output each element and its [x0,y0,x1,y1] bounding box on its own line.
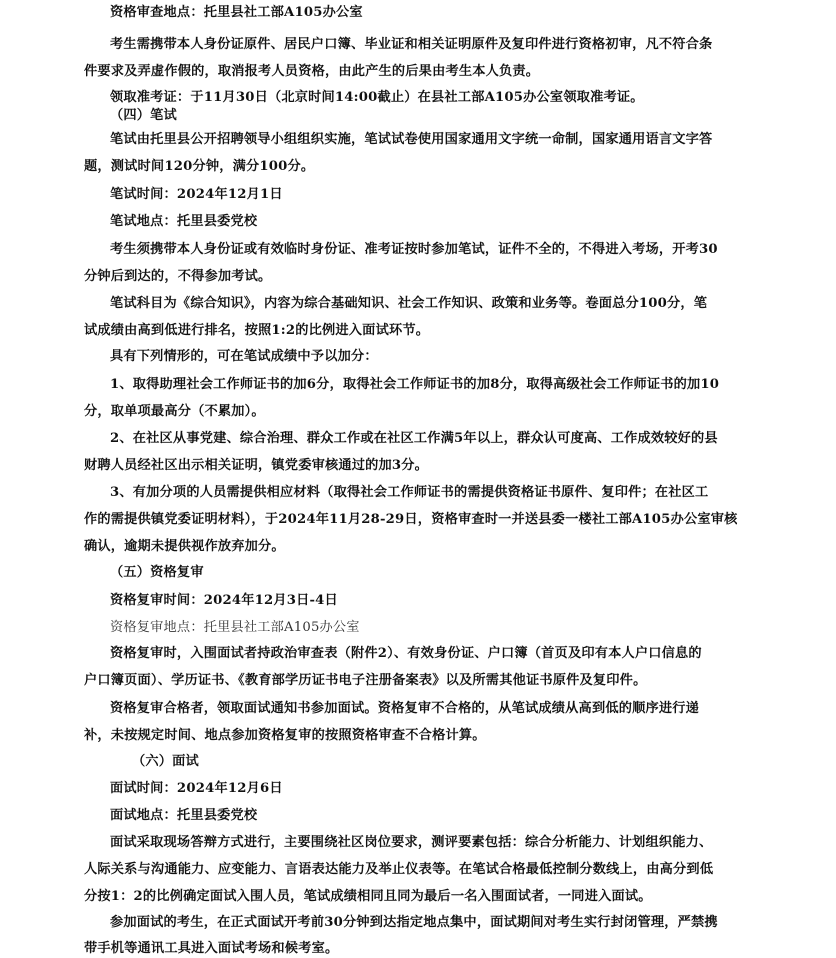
paragraph-line: 分钟后到达的，不得参加考试。 [84,269,272,284]
paragraph-line: 笔试地点：托里县委党校 [110,214,258,229]
paragraph-line: 考生须携带本人身份证或有效临时身份证、准考证按时参加笔试，证件不全的，不得进入考场，开考30 [110,242,718,257]
paragraph-line: 件要求及弄虚作假的，取消报考人员资格，由此产生的后果由考生本人负责。 [84,64,540,79]
paragraph-line: 笔试由托里县公开招聘领导小组组织实施，笔试试卷使用国家通用文字统一命制，国家通用语言文字答 [110,132,713,147]
paragraph-line: 具有下列情形的，可在笔试成绩中予以加分： [110,349,378,364]
paragraph-line: 题，测试时间120分钟，满分100分。 [84,159,315,174]
section-heading: （六）面试 [132,754,199,769]
paragraph-line: 参加面试的考生，在正式面试开考前30分钟到达指定地点集中，面试期间对考生实行封闭管理，严禁携 [110,915,718,930]
paragraph-line: 面试采取现场答辩方式进行，主要围绕社区岗位要求，测评要素包括：综合分析能力、计划组织能力、 [110,835,713,850]
paragraph-line: 资格复审时，入围面试者持政治审查表（附件2）、有效身份证、户口簿（首页及印有本人户口信息的 [110,646,702,661]
paragraph-line: 试成绩由高到低进行排名，按照1:2的比例进入面试环节。 [84,323,430,338]
paragraph-line: 资格复审地点：托里县社工部A105办公室 [110,620,360,635]
paragraph-line: 笔试科目为《综合知识》，内容为综合基础知识、社会工作知识、政策和业务等。卷面总分100分，笔 [110,296,708,311]
paragraph-line: 2、在社区从事党建、综合治理、群众工作或在社区工作满5年以上，群众认可度高、工作成效较好的县 [110,431,718,446]
section-heading: （五）资格复审 [110,565,204,580]
paragraph-line: 资格审查地点：托里县社工部A105办公室 [110,5,363,20]
paragraph-line: 笔试时间：2024年12月1日 [110,187,283,202]
paragraph-line: 带手机等通讯工具进入面试考场和候考室。 [84,941,339,956]
paragraph-line: 面试地点：托里县委党校 [110,808,258,823]
paragraph-line: 分按1：2的比例确定面试入围人员，笔试成绩相同且同为最后一名入围面试者，一同进入面试。 [84,889,652,904]
paragraph-line: 作的需提供镇党委证明材料），于2024年11月28-29日，资格审查时一并送县委一楼社工部A105办公室审核 [84,512,738,527]
paragraph-line: 补，未按规定时间、地点参加资格复审的按照资格审查不合格计算。 [84,728,486,743]
paragraph-line: 户口簿页面）、学历证书、《教育部学历证书电子注册备案表》以及所需其他证书原件及复印件。 [84,673,647,688]
paragraph-line: 人际关系与沟通能力、应变能力、言语表达能力及举止仪表等。在笔试合格最低控制分数线上，由高分到低 [84,862,714,877]
paragraph-line: 1、取得助理社会工作师证书的加6分，取得社会工作师证书的加8分，取得高级社会工作师证书的加10 [110,377,720,392]
paragraph-line: 资格复审时间：2024年12月3日-4日 [110,593,338,608]
paragraph-line: 分，取单项最高分（不累加）。 [84,404,265,419]
paragraph-line: 领取准考证：于11月30日（北京时间14:00截止）在县社工部A105办公室领取准考证。 [110,90,644,105]
paragraph-line: 资格复审合格者，领取面试通知书参加面试。资格复审不合格的，从笔试成绩从高到低的顺序进行递 [110,701,700,716]
section-heading: （四）笔试 [110,108,177,123]
paragraph-line: 考生需携带本人身份证原件、居民户口簿、毕业证和相关证明原件及复印件进行资格初审，凡不符合条 [110,37,713,52]
paragraph-line: 3、有加分项的人员需提供相应材料（取得社会工作师证书的需提供资格证书原件、复印件；在社区工 [110,485,709,500]
paragraph-line: 确认，逾期未提供视作放弃加分。 [84,539,285,554]
paragraph-line: 财聘人员经社区出示相关证明，镇党委审核通过的加3分。 [84,458,429,473]
paragraph-line: 面试时间：2024年12月6日 [110,781,283,796]
